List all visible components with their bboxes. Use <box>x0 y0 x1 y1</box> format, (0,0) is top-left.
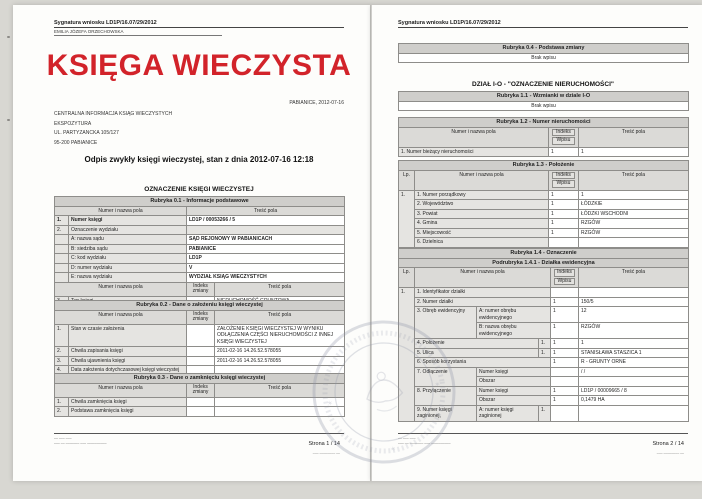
table-cell: 1. Numer bieżący nieruchomości <box>399 147 549 157</box>
table-cell: Numer i nazwa pola <box>415 170 549 190</box>
table-cell <box>551 377 579 387</box>
table-cell: 1 <box>551 307 579 323</box>
request-signature-line: Sygnatura wniosku LD1P/16.07/29/2012 <box>54 20 344 28</box>
table-cell <box>579 288 689 298</box>
table-cell: Podstawa zamknięcia księgi <box>69 407 187 417</box>
table-cell: 1 <box>551 348 579 358</box>
table-cell: Numer i nazwa pola <box>55 206 187 216</box>
table-row <box>399 348 689 358</box>
table-rubryka-0-2 <box>54 300 345 376</box>
table-cell: Treść pola <box>579 127 689 147</box>
footer-microtext-line: –– ––– ––– <box>398 436 416 440</box>
table-row <box>55 397 345 407</box>
page-number: Strona 2 / 14 <box>652 441 684 447</box>
table-cell: PABIANICE <box>187 244 345 254</box>
table-cell <box>549 170 579 190</box>
table-cell: 4. Położenie <box>415 339 539 349</box>
table-cell: A: numer księgi zaginionej <box>477 405 539 421</box>
table-cell: 2. <box>55 347 69 357</box>
table-cell: RZGÓW <box>579 219 689 229</box>
table-cell: Numer i nazwa pola <box>55 383 187 397</box>
page-2-content <box>398 5 688 481</box>
table-cell: Obszar <box>477 396 551 406</box>
table-cell: 12 <box>579 307 689 323</box>
table-row <box>399 307 689 323</box>
table-cell: Podrubryka 1.4.1 - Działka ewidencyjna <box>399 258 689 268</box>
svg-text:✶: ✶ <box>434 381 442 390</box>
table-row <box>55 301 345 311</box>
table-row <box>399 200 689 210</box>
table-cell: 1. <box>539 339 551 349</box>
table-cell: Rubryka 0.2 - Dane o założeniu księgi wieczystej <box>55 301 345 311</box>
table-rubryka-0-3-grid <box>54 373 345 417</box>
table-cell <box>187 310 215 324</box>
table-cell: 1 <box>549 219 579 229</box>
svg-text:✶: ✶ <box>326 400 334 408</box>
table-cell: Lp. <box>399 170 415 190</box>
stacked-header-line: Wpisu <box>552 180 575 188</box>
table-cell: A: numer obrębu ewidencyjnego <box>477 307 551 323</box>
table-cell <box>187 356 215 366</box>
table-row <box>55 216 345 226</box>
table-cell: Chwila zamknięcia księgi <box>69 397 187 407</box>
table-cell: 6. Dzielnica <box>415 238 549 248</box>
table-cell: Numer i nazwa pola <box>55 310 187 324</box>
table-cell: 2011-02-16 14.26.52.578055 <box>215 347 345 357</box>
table-cell: 1 <box>549 190 579 200</box>
table-cell: Rubryka 0.3 - Dane o zamknięciu księgi wieczystej <box>55 374 345 384</box>
table-cell <box>55 263 69 273</box>
table-row <box>399 147 689 157</box>
table-cell <box>187 282 215 296</box>
page-1-content <box>46 5 352 481</box>
table-row <box>399 405 689 421</box>
table-cell: Treść pola <box>215 310 345 324</box>
table-row <box>55 374 345 384</box>
footer-microtext-line: ––– –– ––––––– ––– –––––––––– <box>398 440 451 445</box>
table-rubryka-1-3 <box>398 160 689 248</box>
table-cell: 1. <box>399 190 415 247</box>
table-cell: Chwila ujawnienia księgi <box>69 356 187 366</box>
table-rubryka-1-3-grid <box>398 160 689 248</box>
table-cell: LD1P / 00053266 / 5 <box>187 216 345 226</box>
table-cell: 2. Województwo <box>415 200 549 210</box>
table-row <box>399 268 689 288</box>
table-row <box>399 228 689 238</box>
svg-text:✶: ✶ <box>389 445 397 454</box>
table-rubryka-0-2-grid <box>54 300 345 376</box>
office-line: EKSPOZYTURA <box>54 120 92 127</box>
table-cell: Numer i nazwa pola <box>55 282 187 296</box>
table-cell: 3. <box>55 356 69 366</box>
table-row <box>399 44 689 54</box>
stacked-header-line: zmiany <box>192 288 209 294</box>
table-cell: R - GRUNTY ORNE <box>579 358 689 368</box>
table-cell: Rubryka 1.3 - Położenie <box>399 161 689 171</box>
table-cell: 1. <box>539 405 551 421</box>
table-cell: / / <box>579 367 689 377</box>
table-row <box>55 356 345 366</box>
table-cell: Numer i nazwa pola <box>399 127 549 147</box>
table-cell <box>579 405 689 421</box>
table-cell: 4. Gmina <box>415 219 549 229</box>
table-cell: 1 <box>551 386 579 396</box>
issue-place-date: PABIANICE, 2012-07-16 <box>289 100 344 106</box>
table-rubryka-0-3 <box>54 373 345 417</box>
stacked-header-line: zmiany <box>192 389 209 395</box>
table-cell: Numer i nazwa pola <box>415 268 551 288</box>
table-cell <box>55 254 69 264</box>
table-row <box>399 53 689 63</box>
table-cell: E: nazwa wydziału <box>69 273 187 283</box>
table-cell: 1. <box>55 324 69 347</box>
table-cell <box>187 225 345 235</box>
table-cell: 1 <box>549 228 579 238</box>
table-cell: 5. Miejscowość <box>415 228 549 238</box>
table-row <box>55 254 345 264</box>
table-cell: Rubryka 0.1 - Informacje podstawowe <box>55 197 345 207</box>
table-cell: 1. Identyfikator działki <box>415 288 551 298</box>
table-cell: 150/5 <box>579 297 689 307</box>
table-cell <box>549 127 579 147</box>
footer-microtext-line: ––– –– ––––––– ––– –––––––––– <box>54 440 107 445</box>
stacked-header-line: Wpisu <box>552 137 575 145</box>
table-cell <box>187 383 215 397</box>
stacked-header-line: Wpisu <box>554 278 575 286</box>
table-row <box>399 92 689 102</box>
table-rubryka-1-2-grid <box>398 117 689 157</box>
footer-microtext-line: –– ––– ––– <box>54 436 72 440</box>
table-cell: 1 <box>579 339 689 349</box>
document-page-1 <box>13 5 371 481</box>
table-cell: 1 <box>579 147 689 157</box>
table-cell: 1 <box>551 323 579 339</box>
table-cell <box>215 397 345 407</box>
table-cell: 1 <box>551 358 579 368</box>
table-row <box>55 244 345 254</box>
table-cell: 2011-02-16 14.26.52.578055 <box>215 356 345 366</box>
table-cell: Rubryka 1.2 - Numer nieruchomości <box>399 118 689 128</box>
stacked-header-line: zmiany <box>192 316 209 322</box>
table-rubryka-1-2 <box>398 117 689 157</box>
table-rubryka-0-1-grid <box>54 196 345 306</box>
stacked-header-line: Indeks <box>552 172 575 180</box>
table-row <box>399 297 689 307</box>
table-cell <box>187 324 215 347</box>
table-cell: STANISŁAWA STASZICA 1 <box>579 348 689 358</box>
table-cell: 1. <box>55 397 69 407</box>
table-row <box>399 190 689 200</box>
table-row <box>55 407 345 417</box>
table-cell: 1 <box>551 339 579 349</box>
table-row <box>55 206 345 216</box>
table-row <box>55 347 345 357</box>
table-cell: 2. <box>55 407 69 417</box>
table-cell: 4. <box>55 366 69 376</box>
table-cell: Stan w czasie założenia <box>69 324 187 347</box>
footer-microtext <box>398 436 451 445</box>
print-id-microtext: ––– –––––––– –– <box>656 451 684 455</box>
table-cell: Rubryka 0.4 - Podstawa zmiany <box>399 44 689 54</box>
table-cell: LD1P / 00009665 / 8 <box>579 386 689 396</box>
table-cell: 1. <box>539 348 551 358</box>
table-cell: B: nazwa obrębu ewidencyjnego <box>477 323 551 339</box>
copy-subtitle: Odpis zwykły księgi wieczystej, stan z dnia 2012-07-16 12:18 <box>84 155 314 164</box>
table-cell: Obszar <box>477 377 551 387</box>
table-rubryka-0-1 <box>54 196 345 306</box>
table-cell: 8. Przyłączenie <box>415 386 477 405</box>
table-cell: Treść pola <box>215 282 345 296</box>
table-row <box>399 170 689 190</box>
issuing-office-address <box>54 110 172 148</box>
table-cell <box>55 273 69 283</box>
table-rubryka-0-4-grid <box>398 43 689 63</box>
table-cell: ŁÓDZKI WSCHODNI <box>579 209 689 219</box>
office-line: UL. PARTYZANCKA 105/127 <box>54 130 119 136</box>
table-row <box>399 249 689 259</box>
table-cell: Treść pola <box>187 206 345 216</box>
table-row <box>55 235 345 245</box>
table-cell: 5. Ulica <box>415 348 539 358</box>
table-row <box>399 219 689 229</box>
dzial-heading: DZIAŁ I-O - "OZNACZENIE NIERUCHOMOŚCI" <box>472 81 614 88</box>
table-cell: C: kod wydziału <box>69 254 187 264</box>
table-cell: Lp. <box>399 268 415 288</box>
document-title: KSIĘGA WIECZYSTA <box>46 49 352 82</box>
table-cell: 1 <box>579 190 689 200</box>
table-cell <box>55 244 69 254</box>
table-cell: 7. Odłączenie <box>415 367 477 386</box>
table-cell: 1. Numer porządkowy <box>415 190 549 200</box>
table-cell: Treść pola <box>579 268 689 288</box>
request-signature-line: Sygnatura wniosku LD1P/16.07/29/2012 <box>398 20 688 28</box>
table-cell: 3. Powiat <box>415 209 549 219</box>
table-cell <box>55 235 69 245</box>
table-rubryka-0-4 <box>398 43 689 63</box>
table-cell <box>551 288 579 298</box>
table-row <box>55 263 345 273</box>
requester-name: EMILIA JÓZEFA ORZECHOWSKA <box>54 29 222 36</box>
table-cell: ŁÓDZKIE <box>579 200 689 210</box>
table-row <box>399 118 689 128</box>
table-row <box>55 383 345 397</box>
table-cell: 1 <box>549 147 579 157</box>
table-row <box>55 282 345 296</box>
table-rubryka-1-4 <box>398 248 689 422</box>
footer-divider <box>398 433 688 434</box>
table-cell: D: numer wydziału <box>69 263 187 273</box>
table-cell: Rubryka 1.4 - Oznaczenie <box>399 249 689 259</box>
table-row <box>399 127 689 147</box>
scan-artifact <box>7 36 10 38</box>
table-row <box>399 288 689 298</box>
table-row <box>399 367 689 377</box>
footer-divider <box>54 433 344 434</box>
table-cell: Data założenia dotychczasowej księgi wieczystej <box>69 366 187 376</box>
stacked-header-line: Indeks <box>193 383 208 390</box>
page-number: Strona 1 / 14 <box>308 441 340 447</box>
table-cell <box>579 238 689 248</box>
table-row <box>399 101 689 111</box>
table-row <box>399 339 689 349</box>
table-cell: Numer księgi <box>477 386 551 396</box>
table-rubryka-1-1-grid <box>398 91 689 111</box>
table-cell: 2. <box>55 225 69 235</box>
table-cell: Rubryka 1.1 - Wzmianki w dziale I-O <box>399 92 689 102</box>
table-cell: 1. <box>399 288 415 422</box>
table-cell <box>187 407 215 417</box>
table-cell <box>551 405 579 421</box>
table-cell: V <box>187 263 345 273</box>
table-rubryka-1-1 <box>398 91 689 111</box>
table-cell: B: siedziba sądu <box>69 244 187 254</box>
table-cell: 1 <box>551 297 579 307</box>
print-id-microtext: ––– –––––––– –– <box>312 451 340 455</box>
table-cell: A: nazwa sądu <box>69 235 187 245</box>
table-row <box>55 225 345 235</box>
table-cell: 9. Numer księgi zaginionej, <box>415 405 477 421</box>
table-cell: 2. Numer działki <box>415 297 551 307</box>
table-cell: 1 <box>549 209 579 219</box>
table-row <box>55 310 345 324</box>
stacked-header-line: Indeks <box>193 282 208 289</box>
table-row <box>55 273 345 283</box>
table-cell: RZGÓW <box>579 228 689 238</box>
table-cell: Brak wpisu <box>399 53 689 63</box>
section-heading: OZNACZENIE KSIĘGI WIECZYSTEJ <box>144 186 254 193</box>
table-cell: WYDZIAŁ KSIĄG WIECZYSTYCH <box>187 273 345 283</box>
scan-artifact <box>7 119 10 121</box>
table-row <box>55 197 345 207</box>
table-row <box>399 161 689 171</box>
table-row <box>399 358 689 368</box>
table-row <box>399 238 689 248</box>
table-row <box>399 209 689 219</box>
table-cell <box>551 367 579 377</box>
table-cell: Oznaczenie wydziału <box>69 225 187 235</box>
stacked-header-line: Indeks <box>554 269 575 277</box>
document-page-2 <box>371 5 702 481</box>
table-cell <box>215 407 345 417</box>
table-cell: 0,1479 HA <box>579 396 689 406</box>
table-cell <box>187 397 215 407</box>
table-cell: SĄD REJONOWY W PABIANICACH <box>187 235 345 245</box>
table-cell: ZAŁOŻENIE KSIĘGI WIECZYSTEJ W WYNIKU ODŁĄCZENIA CZĘŚCI NIERUCHOMOŚCI Z INNEJ KSIĘGI WIECZYSTEJ <box>215 324 345 347</box>
table-cell: Treść pola <box>579 170 689 190</box>
table-row <box>55 324 345 347</box>
table-row <box>399 386 689 396</box>
table-cell: Numer księgi <box>477 367 551 377</box>
table-row <box>399 258 689 268</box>
table-cell: Treść pola <box>215 383 345 397</box>
table-cell: Chwila zapisania księgi <box>69 347 187 357</box>
table-cell <box>579 377 689 387</box>
table-cell <box>549 238 579 248</box>
table-rubryka-1-4-grid <box>398 248 689 422</box>
table-cell: 1. <box>55 216 69 226</box>
table-cell: 6. Sposób korzystania <box>415 358 551 368</box>
stacked-header-line: Indeks <box>552 129 575 137</box>
table-cell <box>551 268 579 288</box>
table-cell: RZGÓW <box>579 323 689 339</box>
office-line: 95-200 PABIANICE <box>54 139 98 146</box>
office-line: CENTRALNA INFORMACJA KSIĄG WIECZYSTYCH <box>54 111 173 117</box>
footer-microtext <box>54 436 107 445</box>
table-cell <box>187 347 215 357</box>
stacked-header-line: Indeks <box>193 310 208 317</box>
table-cell: 1 <box>551 396 579 406</box>
table-cell: 3. Obręb ewidencyjny <box>415 307 477 339</box>
table-cell: 1 <box>549 200 579 210</box>
table-cell: LD1P <box>187 254 345 264</box>
table-cell: Brak wpisu <box>399 101 689 111</box>
table-cell: Numer księgi <box>69 216 187 226</box>
